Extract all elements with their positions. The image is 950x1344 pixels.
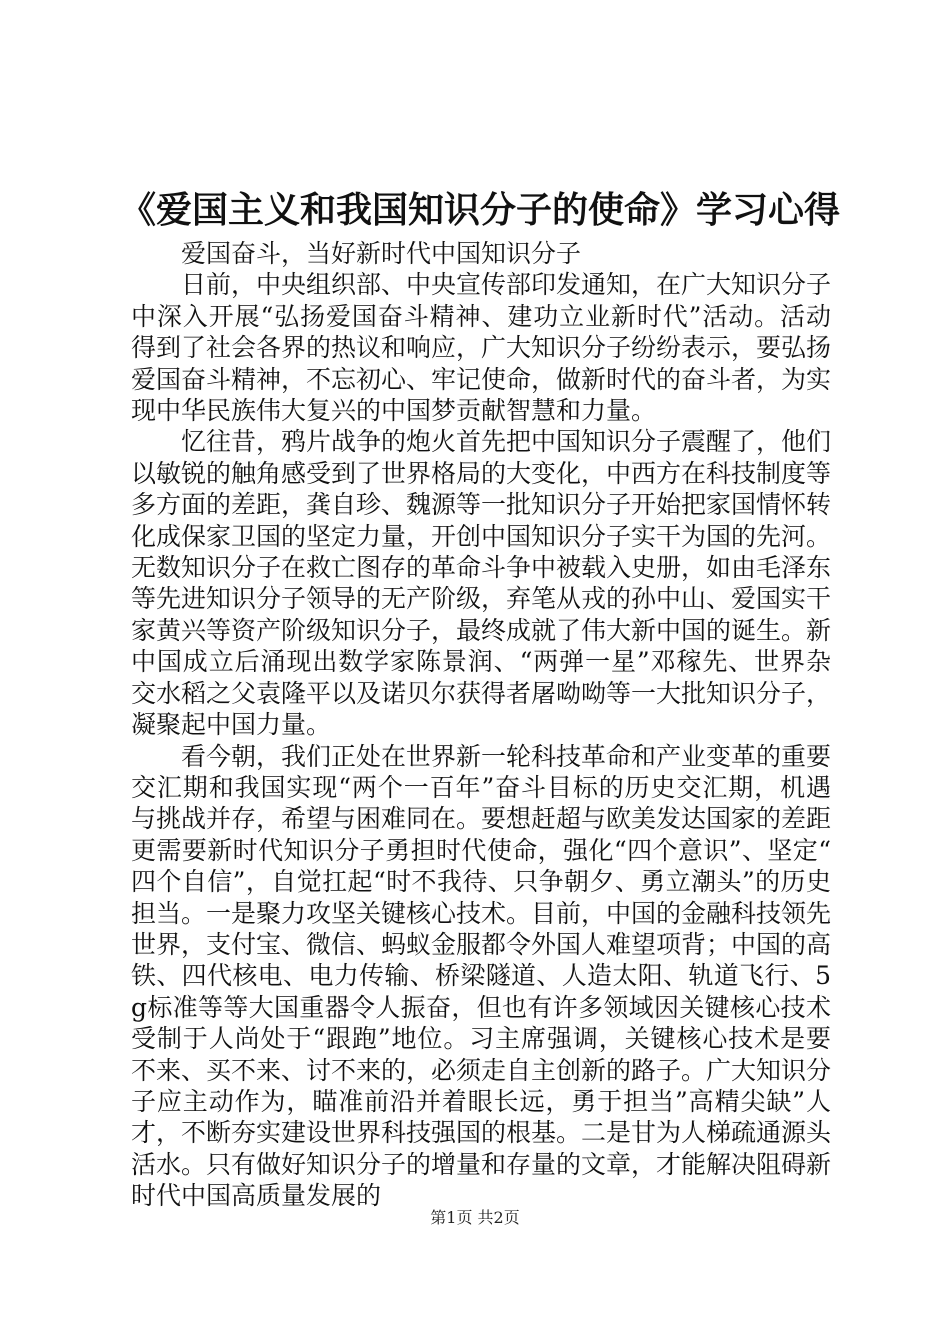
subtitle-paragraph: 爱国奋斗，当好新时代中国知识分子 [181,239,582,268]
page-footer: 第1页 共2页 [430,1208,520,1227]
document-title: 《爱国主义和我国知识分子的使命》学习心得 [120,189,841,231]
body-paragraph: 看今朝，我们正处在世界新一轮科技革命和产业变革的重要交汇期和我国实现“两个一百年”奋斗目标的历史交汇期，机遇与挑战并存，希望与困难同在。要想赶超与欧美发达国家的差距更需要新时代知识分子勇担时代使命，强化“四个意识”、坚定“四个自信”，自觉扛起“时不我待、只争朝夕、勇立潮头”的历史担当。一是聚力攻坚关键核心技术。目前，中国的金融科技领先世界，支付宝、微信、蚂蚁金服都令外国人难望项背；中国的高铁、四代核电、电力传输、桥梁隧道、人造太阳、轨道飞行、5g标准等等大国重器令人振奋，但也有许多领域因关键核心技术受制于人尚处于“跟跑”地位。习主席强调，关键核心技术是要不来、买不来、讨不来的，必须走自主创新的路子。广大知识分子应主动作为，瞄准前沿并着眼长远，勇于担当”高精尖缺”人才，不断夯实建设世界科技强国的根基。二是甘为人梯疏通源头活水。只有做好知识分子的增量和存量的文章，才能解决阻碍新时代中国高质量发展的 [131,741,832,1211]
document-body [131,238,831,1212]
body-paragraph: 日前，中央组织部、中央宣传部印发通知，在广大知识分子中深入开展“弘扬爱国奋斗精神、建功立业新时代”活动。活动得到了社会各界的热议和响应，广大知识分子纷纷表示，要弘扬爱国奋斗精神，不忘初心、牢记使命，做新时代的奋斗者，为实现中华民族伟大复兴的中国梦贡献智慧和力量。 [131,270,832,426]
body-paragraph: 忆往昔，鸦片战争的炮火首先把中国知识分子震醒了，他们以敏锐的触角感受到了世界格局的大变化，中西方在科技制度等多方面的差距，龚自珍、魏源等一批知识分子开始把家国情怀转化成保家卫国的坚定力量，开创中国知识分子实干为国的先河。无数知识分子在救亡图存的革命斗争中被载入史册，如由毛泽东等先进知识分子领导的无产阶级，弃笔从戎的孙中山、爱国实干家黄兴等资产阶级知识分子，最终成就了伟大新中国的诞生。新中国成立后涌现出数学家陈景润、“两弹一星”邓稼先、世界杂交水稻之父袁隆平以及诺贝尔获得者屠呦呦等一大批知识分子，凝聚起中国力量。 [131,427,832,740]
